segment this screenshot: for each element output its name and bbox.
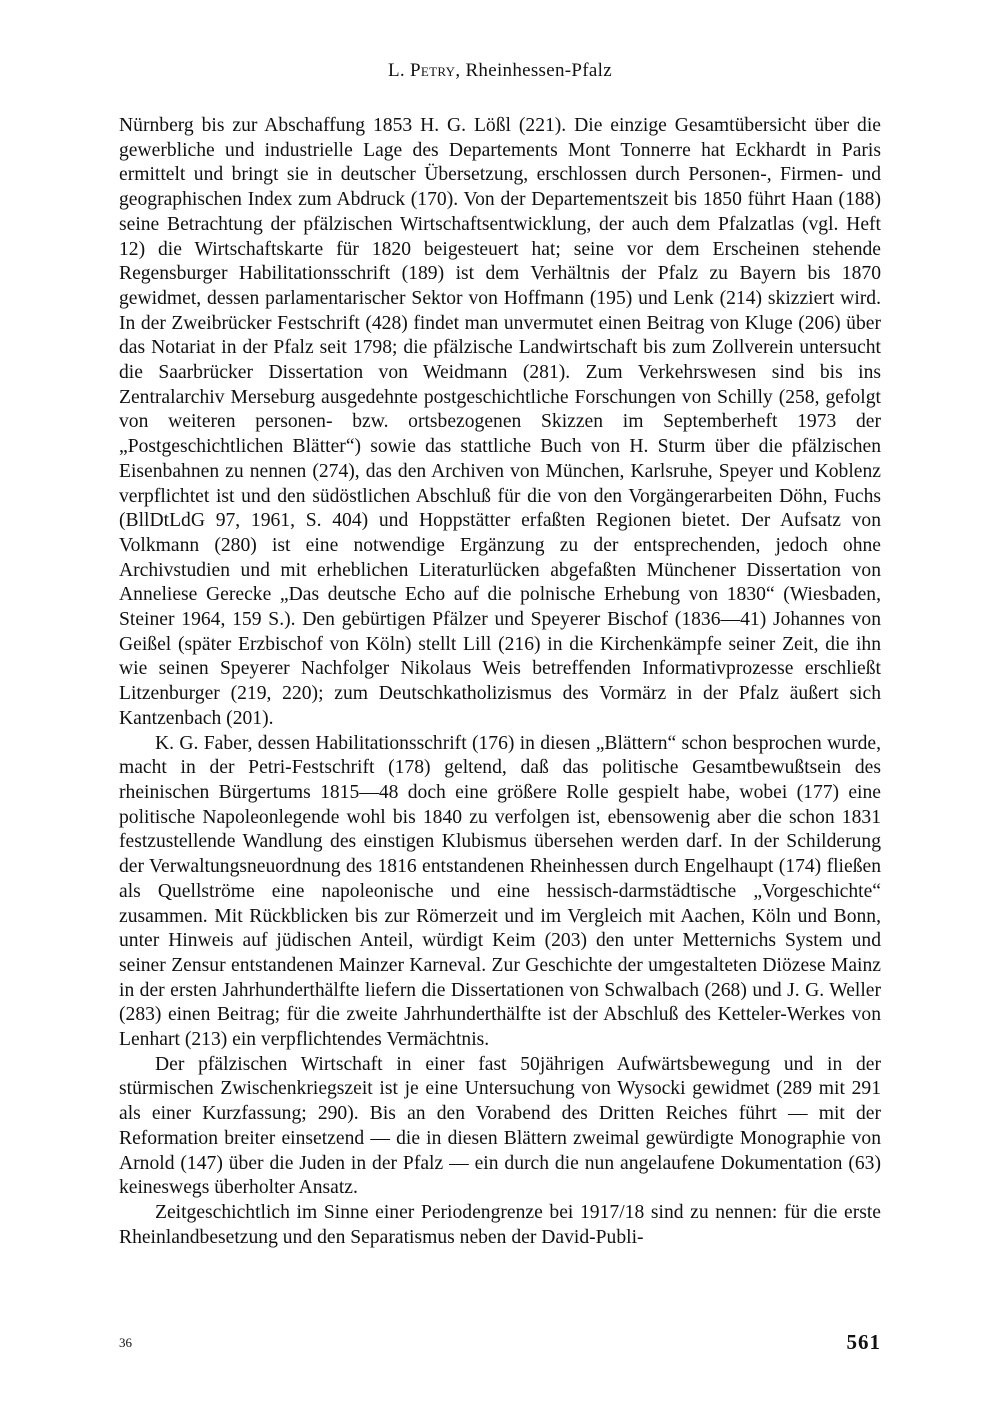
paragraph-2: K. G. Faber, dessen Habilitationsschrift (176) in diesen „Blättern“ schon besprochen wurde, macht in der Petri-Festschrift (178) geltend, daß das politische Gesamtbewußtsein des rheinischen Bürgertums 1815—48 doch eine größere Rolle gespielt habe, wobei (177) eine politische Napoleonlegende wohl bis 1840 zu verfolgen ist, ebensowenig aber die schon 1831 festzustellende Wandlung des einstigen Klubismus übersehen werden darf. In der Schilderung der Verwaltungsneuordnung des 1816 entstandenen Rheinhessen durch Engelhaupt (174) fließen als Quellströme eine napoleonische und eine hessisch-darmstädtische „Vorgeschichte“ zusammen. Mit Rückblicken bis zur Römerzeit und im Vergleich mit Aachen, Köln und Bonn, unter Hinweis auf jüdischen Anteil, würdigt Keim (203) den unter Metternichs System und seiner Zensur entstandenen Mainzer Karneval. Zur Geschichte der umgestalteten Diözese Mainz in der ersten Jahrhunderthälfte liefern die Dissertationen von Schwalbach (268) und J. G. Weller (283) einen Beitrag; für die zweite Jahrhunderthälfte ist der Abschluß des Ketteler-Werkes von Lenhart (213) ein verpflichtendes Vermächtnis. [119, 732, 881, 1051]
signature-mark: 36 [119, 1335, 132, 1350]
running-head [0, 60, 1000, 82]
paragraph-1: Nürnberg bis zur Abschaffung 1853 H. G. Lößl (221). Die einzige Gesamtübersicht über die gewerbliche und industrielle Lage des Departements Mont Tonnerre hat Eckhardt in Paris ermittelt und bringt sie in deutscher Übersetzung, erschlossen durch Personen-, Firmen- und geographischen Index zum Abdruck (170). Von der Departementszeit bis 1850 führt Haan (188) seine Betrachtung der pfälzischen Wirtschaftsentwicklung, der auch dem Pfalzatlas (vgl. Heft 12) die Wirtschaftskarte für 1820 beigesteuert hat; seine vor dem Erscheinen stehende Regensburger Habilitationsschrift (189) ist dem Verhältnis der Pfalz zu Bayern bis 1870 gewidmet, dessen parlamentarischer Sektor von Hoffmann (195) und Lenk (214) skizziert wird. In der Zweibrücker Festschrift (428) findet man unvermutet einen Beitrag von Kluge (206) über das Notariat in der Pfalz seit 1798; die pfälzische Landwirtschaft bis zum Zollverein untersucht die Saarbrücker Dissertation von Weidmann (281). Zum Verkehrswesen sind bis ins Zentralarchiv Merseburg ausgedehnte postgeschichtliche Forschungen von Schilly (258, gefolgt von weiteren personen- bzw. ortsbezogenen Skizzen im Septemberheft 1973 der „Postgeschichtlichen Blätter“) sowie das stattliche Buch von H. Sturm über die pfälzischen Eisenbahnen zu nennen (274), das den Archiven von München, Karlsruhe, Speyer und Koblenz verpflichtet ist und den südöstlichen Abschluß für die von den Vorgängerarbeiten Döhn, Fuchs (BllDtLdG 97, 1961, S. 404) und Hoppstätter erfaßten Regionen bietet. Der Aufsatz von Volkmann (280) ist eine notwendige Ergänzung zu der entsprechenden, jedoch ohne Archivstudien und mit erheblichen Literaturlücken abgefaßten Münchener Dissertation von Anneliese Gerecke „Das deutsche Echo auf die polnische Erhebung von 1830“ (Wiesbaden, Steiner 1964, 159 S.). Den gebürtigen Pfälzer und Speyerer Bischof (1836—41) Johannes von Geißel (später Erzbischof von Köln) stellt Lill (216) in die Kirchenkämpfe seiner Zeit, die ihn wie seinen Speyerer Nachfolger Nikolaus Weis betreffenden Informativprozesse erschließt Litzenburger (219, 220); zum Deutschkatholizismus des Vormärz in der Pfalz äußert sich Kantzenbach (201). [119, 115, 881, 729]
running-head-separator: , [455, 60, 466, 81]
body-text [119, 114, 881, 1250]
paragraph-4: Zeitgeschichtlich im Sinne einer Periodengrenze bei 1917/18 sind zu nennen: für die erste Rheinlandbesetzung und den Separatismus neben der David-Publi- [119, 1201, 881, 1248]
paragraph-3: Der pfälzischen Wirtschaft in einer fast 50jährigen Aufwärtsbewegung und in der stürmischen Zwischenkriegszeit ist je eine Untersuchung von Wysocki gewidmet (289 mit 291 als einer Kurzfassung; 290). Bis an den Vorabend des Dritten Reiches führt — mit der Reformation breiter einsetzend — die in diesen Blättern zweimal gewürdigte Monographie von Arnold (147) über die Juden in der Pfalz — ein durch die nun angelaufene Dokumentation (63) keineswegs überholter Ansatz. [119, 1053, 881, 1199]
page-number: 561 [846, 1330, 881, 1354]
running-head-author: L. Petry [388, 60, 456, 81]
running-head-title: Rheinhessen-Pfalz [465, 60, 612, 81]
